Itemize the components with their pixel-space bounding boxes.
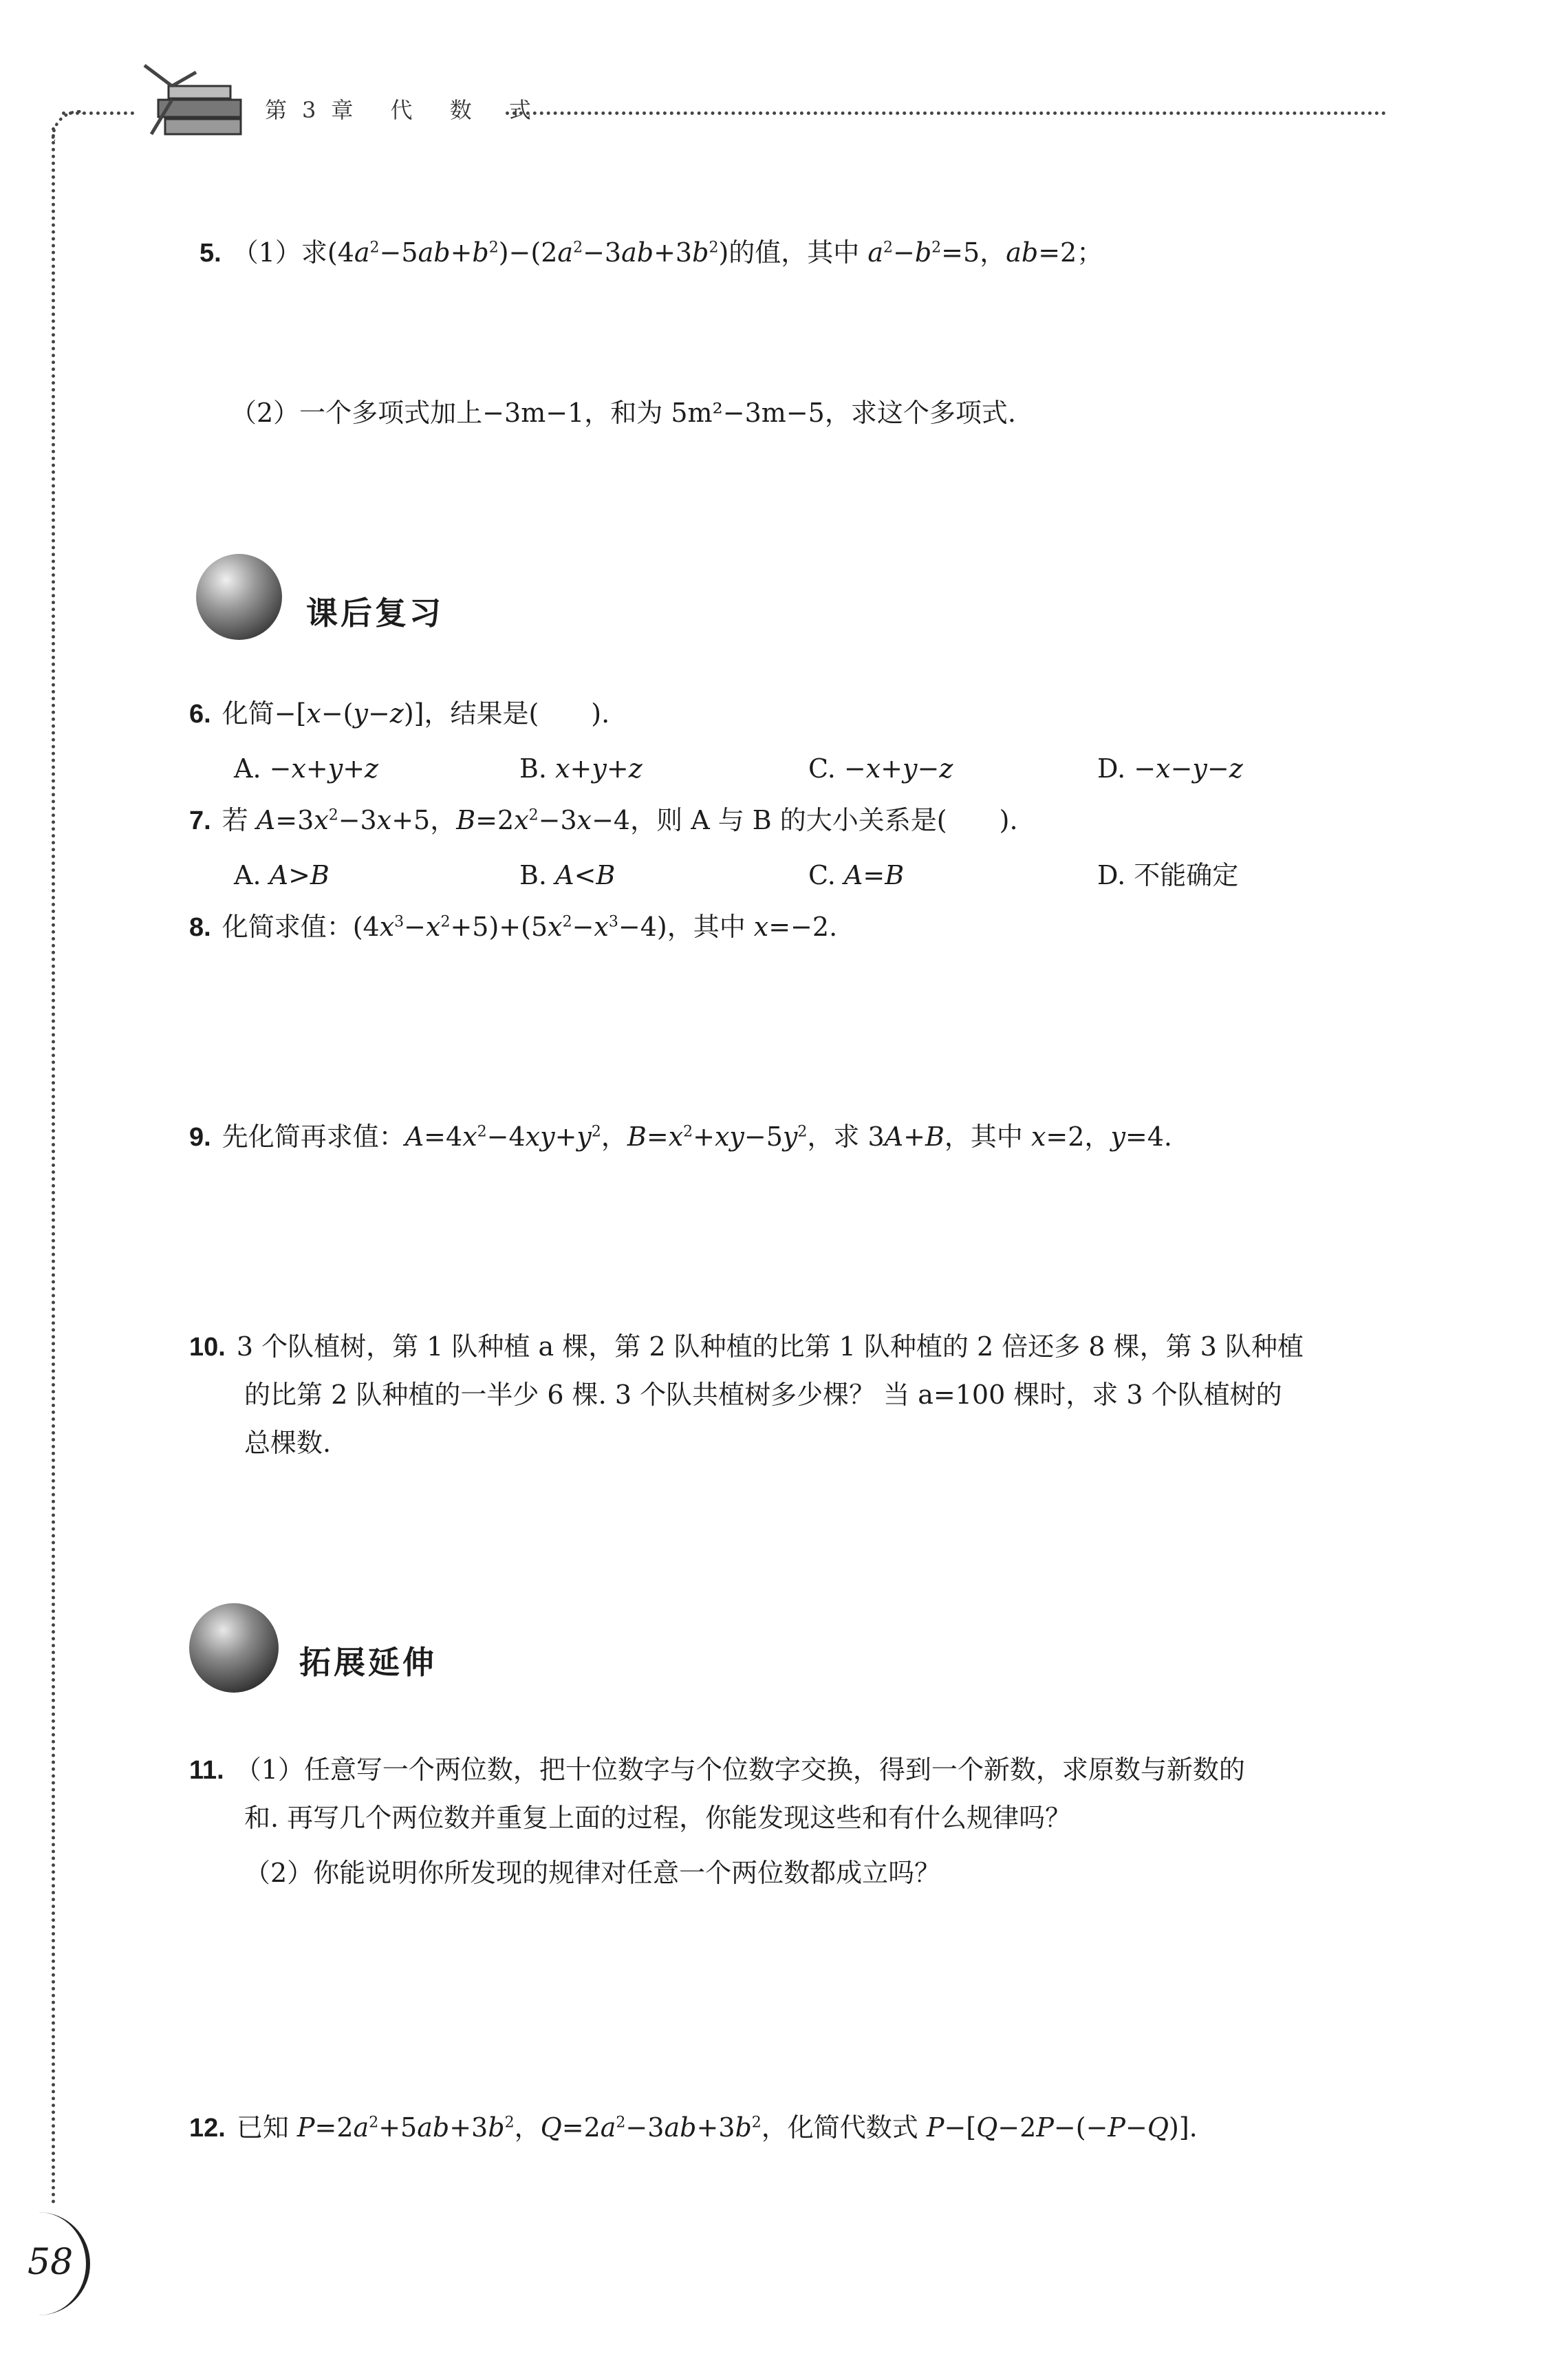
- q7-option-b: B. A<B: [519, 860, 616, 890]
- q6-option-b: B. x+y+z: [519, 753, 643, 784]
- header-dotted-line-right: [506, 111, 1386, 115]
- left-margin-curve: [52, 110, 83, 141]
- question-10-line-2: 的比第 2 队种植的一半少 6 棵. 3 个队共植树多少棵？ 当 a=100 棵时，求 3 个队植树的: [244, 1380, 1282, 1410]
- question-11-line-3: （2）你能说明你所发现的规律对任意一个两位数都成立吗？: [244, 1858, 941, 1888]
- q7-option-d: D. 不能确定: [1097, 860, 1239, 890]
- question-6: 6. 化简−[x−(y−z)]，结果是( ).: [189, 698, 610, 729]
- section-title-extension: 拓展延伸: [299, 1644, 437, 1681]
- question-10-line-3: 总棵数.: [244, 1428, 332, 1458]
- question-12: 12. 已知 $P=2a^2+5ab+3b^2$，$Q=2a^2-3ab+3b^2$，化简代数式 P−[Q−2P−(−P−Q)].: [189, 2112, 1198, 2143]
- question-5-part-1: 5. （1）求$(4a^2-5ab+b^2)-(2a^2-3ab+3b^2)$的值，其中 $a^2-b^2=5$，ab=2；: [199, 237, 1103, 268]
- question-11-line-1: 11. （1）任意写一个两位数，把十位数字与个位数字交换，得到一个新数，求原数与新数的: [189, 1755, 1245, 1785]
- q7-option-c: C. A=B: [808, 860, 905, 890]
- q6-option-c: C. −x+y−z: [808, 753, 953, 784]
- question-11-line-2: 和. 再写几个两位数并重复上面的过程，你能发现这些和有什么规律吗？: [244, 1803, 1072, 1833]
- question-7: 7. 若 $A=3x^2-3x+5$，$B=2x^2-3x-4$，则 A 与 B 的大小关系是( ).: [189, 805, 1018, 835]
- chapter-header: 第3章 代 数 式: [265, 97, 546, 123]
- books-icon: [131, 58, 248, 148]
- q6-option-a: A. −x+y+z: [234, 753, 379, 784]
- q7-option-a: A. A>B: [234, 860, 330, 890]
- question-10-line-1: 10. 3 个队植树，第 1 队种植 a 棵，第 2 队种植的比第 1 队种植的 2 倍还多 8 棵，第 3 队种植: [189, 1331, 1304, 1362]
- page-number: 58: [28, 2242, 74, 2283]
- question-5-part-2: （2）一个多项式加上−3m−1，和为 5m²−3m−5，求这个多项式.: [230, 398, 1016, 428]
- left-dotted-margin: [52, 127, 55, 2205]
- section-title-review: 课后复习: [306, 594, 444, 632]
- question-9: 9. 先化简再求值：$A=4x^2-4xy+y^2$，$B=x^2+xy-5y^2$，求 3A+B，其中 x=2，y=4.: [189, 1122, 1173, 1152]
- review-section-icon: [196, 554, 282, 640]
- question-8: 8. 化简求值：$(4x^3-x^2+5)+(5x^2-x^3-4)$，其中 x=−2.: [189, 912, 838, 942]
- q6-option-d: D. −x−y−z: [1097, 753, 1243, 784]
- extension-section-icon: [189, 1603, 279, 1693]
- header-illustration: [131, 58, 248, 148]
